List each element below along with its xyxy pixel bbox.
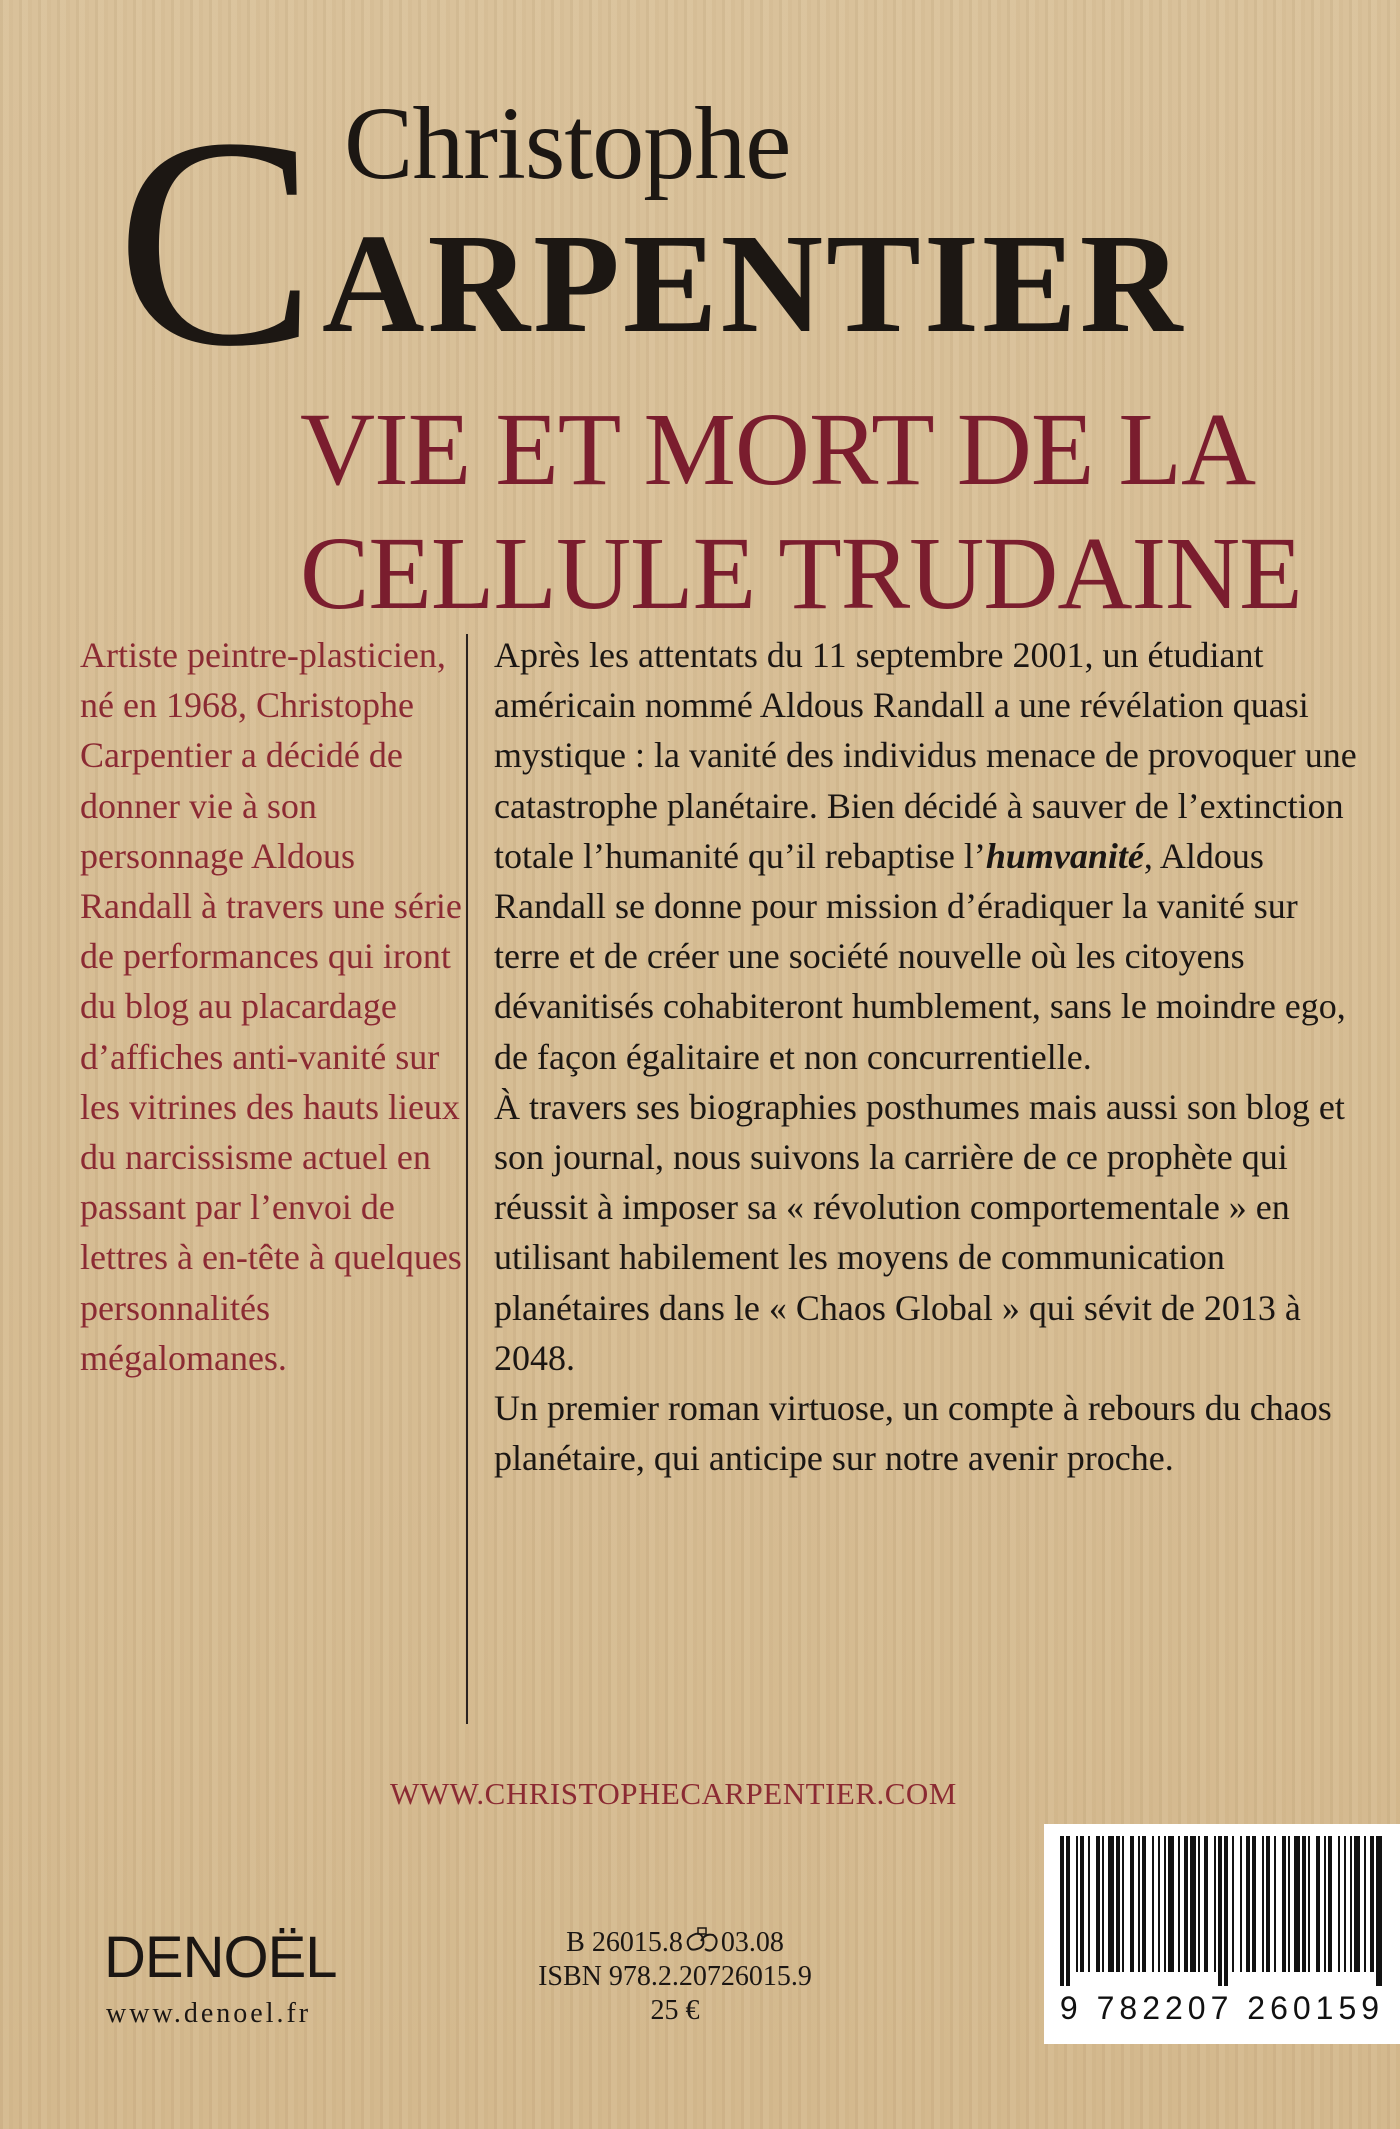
barcode-bar — [1158, 1836, 1160, 1972]
barcode-bar — [1316, 1836, 1320, 1972]
barcode-bar — [1088, 1836, 1090, 1972]
blurb-p1-end: , Aldous Randall se donne pour mission d’éradiquer la vanité sur terre et de créer une société nouvelle où les citoyens dévanitisés cohabiteront humblement, sans le moindre ego, de façon égalitaire et non concurrentielle. — [494, 835, 1346, 1077]
author-initial: C — [116, 76, 317, 408]
barcode-bar — [1138, 1836, 1140, 1972]
barcode-bar — [1060, 1836, 1064, 1986]
blurb-paragraph-2: À travers ses biographies posthumes mais aussi son blog et son journal, nous suivons la carrière de ce prophète qui réussit à imposer sa « révolution comportementale » en utilisant habilement les moyens de communication planétaires dans le « Chaos Global » qui sévit de 2013 à 2048. — [494, 1086, 1345, 1378]
author-bio — [80, 630, 465, 1383]
barcode-bar — [1168, 1836, 1174, 1972]
barcode-bar — [1240, 1836, 1242, 1972]
barcode-bar — [1262, 1836, 1264, 1972]
barcode-bar — [1338, 1836, 1340, 1972]
barcode-bar — [1080, 1836, 1084, 1972]
blurb-p1-start: Après les attentats du 11 septembre 2001, un étudiant américain nommé Aldous Randall a une révélation quasi mystique : la vanité des individus menace de provoquer une catastrophe planétaire. Bien décidé à sauver de l’extinction totale l’humanité qu’il rebaptise l’ — [494, 635, 1357, 876]
barcode-bar — [1096, 1836, 1100, 1972]
blurb-p1-italic: humvanité — [985, 835, 1144, 876]
barcode-bar — [1130, 1836, 1134, 1972]
barcode-bar — [1252, 1836, 1256, 1972]
barcode-bar — [1122, 1836, 1124, 1972]
barcode-bar — [1288, 1836, 1290, 1972]
barcode — [1044, 1824, 1400, 2044]
barcode-bar — [1294, 1836, 1300, 1972]
book-codes — [510, 1926, 840, 2028]
barcode-bar — [1308, 1836, 1310, 1972]
author-website: WWW.CHRISTOPHECARPENTIER.COM — [390, 1776, 957, 1811]
isbn: ISBN 978.2.20726015.9 — [538, 1961, 812, 1992]
barcode-bars — [1056, 1836, 1388, 1986]
barcode-bar — [1184, 1836, 1188, 1972]
blurb-paragraph-1 — [494, 630, 1364, 1082]
barcode-bar — [1370, 1836, 1374, 1972]
recycling-logo-icon — [683, 1927, 721, 1955]
barcode-bar — [1142, 1836, 1146, 1972]
barcode-bar — [1218, 1836, 1222, 1986]
publisher-logo: DENOËL — [104, 1925, 337, 1990]
barcode-bar — [1152, 1836, 1154, 1972]
barcode-bar — [1198, 1836, 1200, 1972]
barcode-bar — [1246, 1836, 1250, 1972]
barcode-bar — [1274, 1836, 1276, 1972]
barcode-bar — [1066, 1836, 1070, 1986]
column-divider — [466, 634, 468, 1724]
book-title-line-1: VIE ET MORT DE LA — [300, 392, 1256, 507]
reference-code-right: 03.08 — [720, 1927, 784, 1958]
barcode-bar — [1204, 1836, 1208, 1972]
barcode-bar — [1354, 1836, 1360, 1972]
reference-code — [510, 1926, 840, 1960]
barcode-bar — [1164, 1836, 1166, 1972]
reference-code-left: B 26015.8 — [566, 1927, 683, 1958]
blurb-paragraph-3: Un premier roman virtuose, un compte à rebours du chaos planétaire, qui anticipe sur notre avenir proche. — [494, 1388, 1332, 1479]
publisher-url: www.denoel.fr — [106, 1998, 312, 2029]
barcode-bar — [1266, 1836, 1270, 1972]
barcode-bar — [1108, 1836, 1114, 1972]
author-bio-text: Artiste peintre-plasticien, né en 1968, Christophe Carpentier a décidé de donner vie à son personnage Aldous Randall à travers une série de performances qui iront du blog au placardage d’affiches anti-vanité sur les vitrines des hauts lieux du narcissisme actuel en passant par l’envoi de lettres à en-tête à quelques personnalités mégalomanes. — [80, 635, 462, 1378]
barcode-bar — [1282, 1836, 1286, 1972]
barcode-digits: 9 782207 260159 — [1059, 1990, 1385, 2026]
barcode-bar — [1302, 1836, 1306, 1972]
barcode-bar — [1178, 1836, 1180, 1972]
barcode-bar — [1232, 1836, 1234, 1972]
barcode-bar — [1224, 1836, 1228, 1986]
price: 25 € — [650, 1995, 700, 2026]
barcode-bar — [1214, 1836, 1216, 1972]
barcode-bar — [1076, 1836, 1078, 1972]
author-last-name: ARPENTIER — [322, 204, 1186, 362]
author-first-name: Christophe — [344, 86, 791, 201]
barcode-bar — [1344, 1836, 1346, 1972]
barcode-bar — [1364, 1836, 1366, 1972]
barcode-bar — [1102, 1836, 1104, 1972]
barcode-bar — [1376, 1836, 1382, 1986]
barcode-bar — [1350, 1836, 1352, 1972]
barcode-bar — [1324, 1836, 1326, 1972]
book-blurb — [494, 630, 1364, 1483]
book-title-line-2: CELLULE TRUDAINE — [300, 516, 1302, 631]
barcode-bar — [1190, 1836, 1196, 1972]
book-title — [300, 392, 1360, 646]
barcode-bar — [1328, 1836, 1332, 1972]
barcode-bar — [1116, 1836, 1120, 1972]
